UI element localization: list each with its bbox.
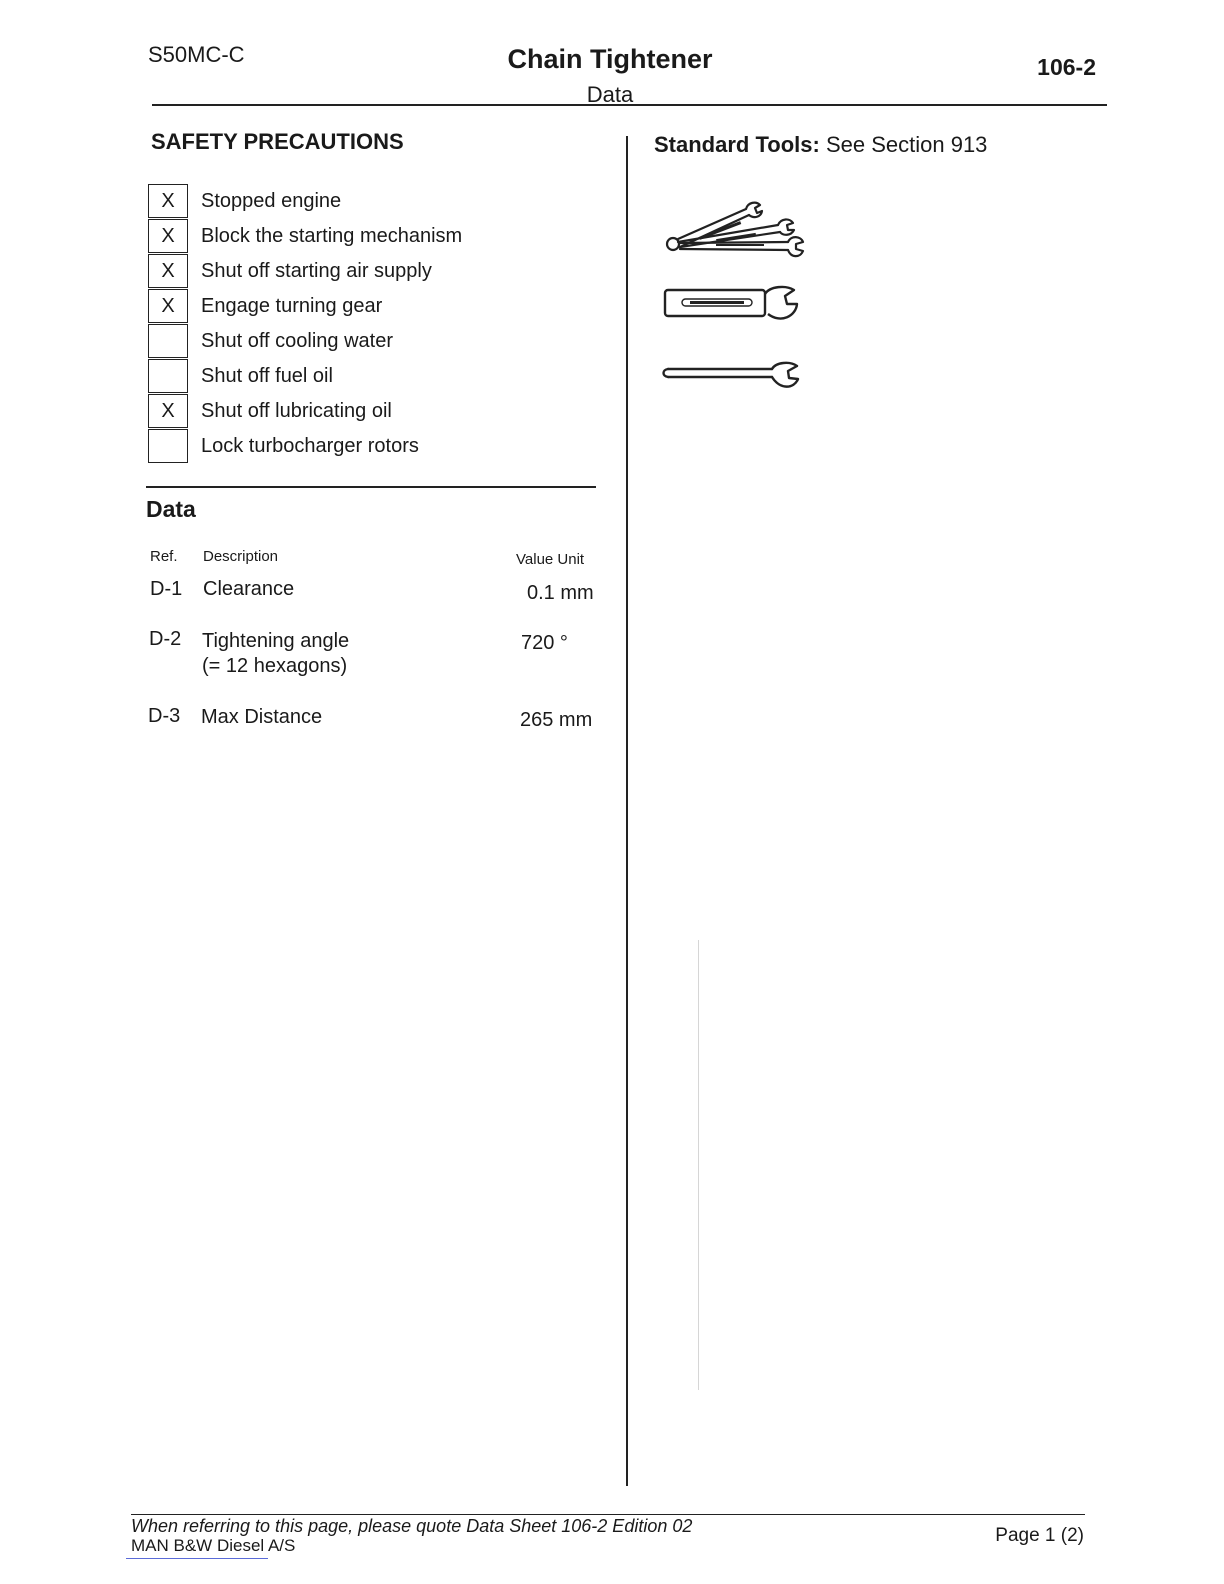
safety-rule <box>146 486 596 488</box>
slogging-spanner-icon <box>660 284 805 330</box>
header-rule <box>152 104 1107 106</box>
footer-underline <box>126 1558 268 1559</box>
standard-tools-reference: See Section 913 <box>825 132 988 157</box>
description-cell-line2: (= 12 hexagons) <box>202 655 348 677</box>
footer-rule <box>131 1514 1085 1515</box>
label-turbocharger: Lock turbocharger rotors <box>201 435 419 457</box>
checkbox-fuel-oil <box>148 359 188 393</box>
label-starting-air: Shut off starting air supply <box>201 260 432 282</box>
engine-model: S50MC-C <box>148 42 245 67</box>
checkbox-lubricating-oil: X <box>148 394 188 428</box>
label-stopped-engine: Stopped engine <box>201 190 342 212</box>
ref-cell: D-3 <box>148 705 181 727</box>
ref-cell: D-2 <box>149 628 182 650</box>
page-title: Chain Tightener <box>507 44 713 74</box>
faint-scan-line <box>698 940 699 1390</box>
safety-heading: SAFETY PRECAUTIONS <box>151 129 404 154</box>
checkbox-starting-air: X <box>148 254 188 288</box>
value-cell: 720 ° <box>521 632 568 654</box>
column-description: Description <box>203 548 279 565</box>
standard-tools-heading <box>654 132 987 158</box>
checkbox-turbocharger <box>148 429 188 463</box>
column-ref: Ref. <box>150 548 178 565</box>
column-value-unit: Value Unit <box>516 551 585 568</box>
checkbox-cooling-water <box>148 324 188 358</box>
description-cell: Max Distance <box>201 706 323 728</box>
label-turning-gear: Engage turning gear <box>201 295 383 317</box>
label-cooling-water: Shut off cooling water <box>201 330 393 352</box>
open-end-spanner-set-icon <box>660 198 805 266</box>
label-block-starting: Block the starting mechanism <box>201 225 463 247</box>
label-lubricating-oil: Shut off lubricating oil <box>201 400 392 422</box>
footer-page-number: Page 1 (2) <box>995 1525 1084 1546</box>
footer-reference-note: When referring to this page, please quote Data Sheet 106-2 Edition 02 <box>131 1516 693 1536</box>
value-cell: 0.1 mm <box>527 582 594 604</box>
label-fuel-oil: Shut off fuel oil <box>201 365 333 387</box>
description-cell: Tightening angle <box>202 630 350 652</box>
description-cell: Clearance <box>203 578 295 600</box>
long-handled-spanner-icon <box>660 358 805 392</box>
sheet-number: 106-2 <box>1037 54 1096 80</box>
column-divider <box>626 136 628 1486</box>
data-heading: Data <box>146 496 196 522</box>
ref-cell: D-1 <box>150 578 183 600</box>
footer-company: MAN B&W Diesel A/S <box>131 1536 296 1552</box>
standard-tools-label: Standard Tools: <box>654 132 820 157</box>
checkbox-turning-gear: X <box>148 289 188 323</box>
value-cell: 265 mm <box>520 709 593 731</box>
checkbox-block-starting: X <box>148 219 188 253</box>
checkbox-stopped-engine: X <box>148 184 188 218</box>
page-subtitle: Data <box>586 82 634 107</box>
